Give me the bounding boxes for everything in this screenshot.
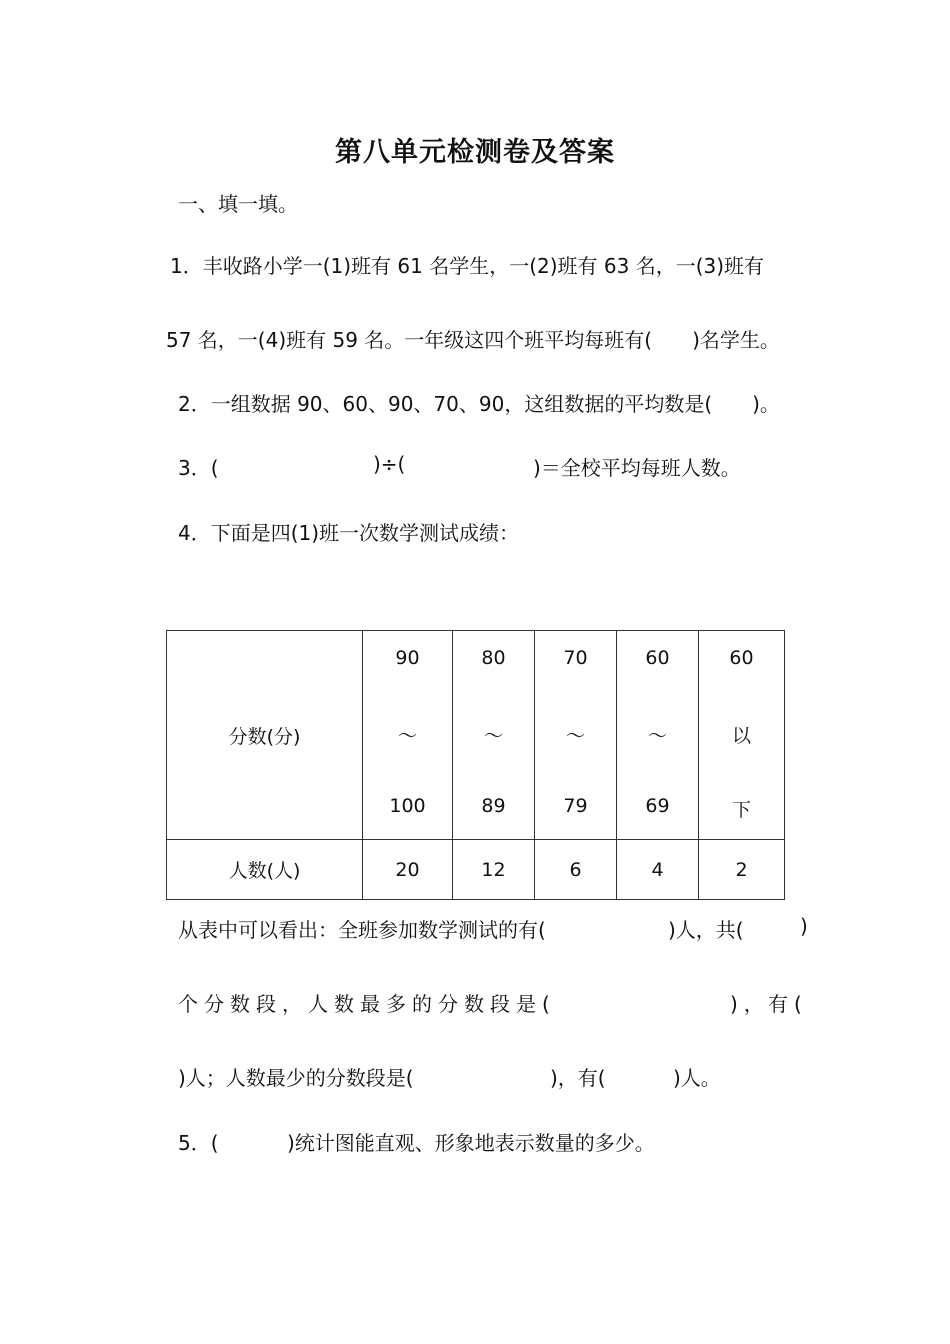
section-heading: 一、填一填。 — [178, 192, 298, 216]
range-mid: ～ — [483, 725, 503, 747]
count-header-label: 人数(人) — [228, 860, 301, 882]
range-top: 60 — [729, 647, 754, 669]
follow-2-a: 个分数段，人数最多的分数段是( — [178, 992, 556, 1016]
follow-3-b: )，有( — [550, 1066, 606, 1090]
range-mid: 以 — [731, 725, 751, 747]
question-3-part-1: 3．( — [178, 456, 219, 480]
range-bottom: 100 — [389, 795, 426, 817]
question-3-part-3: )＝全校平均每班人数。 — [533, 456, 741, 480]
table-row — [167, 840, 785, 900]
count-header-cell — [167, 840, 363, 900]
follow-3-a: )人；人数最少的分数段是( — [178, 1066, 414, 1090]
page-title: 第八单元检测卷及答案 — [335, 137, 615, 168]
count-cell: 12 — [453, 840, 535, 900]
count-cell: 4 — [617, 840, 699, 900]
range-top: 90 — [395, 647, 420, 669]
range-top: 80 — [481, 647, 506, 669]
count-cell: 6 — [535, 840, 617, 900]
range-top: 60 — [645, 647, 670, 669]
question-5-b: )统计图能直观、形象地表示数量的多少。 — [287, 1131, 655, 1155]
table-row — [167, 631, 785, 840]
count-cell: 20 — [363, 840, 453, 900]
range-mid: ～ — [397, 725, 417, 747]
table-cell — [363, 631, 453, 840]
score-table — [166, 630, 785, 900]
question-2: 2．一组数据 90、60、90、70、90，这组数据的平均数是( )。 — [178, 392, 780, 416]
score-header-cell — [167, 631, 363, 840]
count-cell: 2 — [699, 840, 785, 900]
range-bottom: 89 — [481, 795, 506, 817]
range-bottom: 69 — [645, 795, 670, 817]
range-mid: ～ — [565, 725, 585, 747]
question-1-line-1: 1．丰收路小学一(1)班有 61 名学生，一(2)班有 63 名，一(3)班有 — [170, 254, 765, 278]
table-cell — [453, 631, 535, 840]
question-4-intro: 4．下面是四(1)班一次数学测试成绩： — [178, 521, 520, 545]
range-bottom: 79 — [563, 795, 588, 817]
range-bottom: 下 — [731, 799, 751, 821]
table-cell — [699, 631, 785, 840]
range-mid: ～ — [647, 725, 667, 747]
table-cell — [535, 631, 617, 840]
follow-1-c: ) — [800, 914, 808, 938]
question-5-a: 5．( — [178, 1131, 219, 1155]
score-header-label: 分数(分) — [228, 725, 301, 748]
question-1-line-2: 57 名，一(4)班有 59 名。一年级这四个班平均每班有( )名学生。 — [166, 328, 780, 352]
follow-1-b: )人，共( — [668, 918, 744, 942]
follow-3-c: )人。 — [673, 1066, 721, 1090]
range-top: 70 — [563, 647, 588, 669]
follow-2-c: 有( — [768, 992, 808, 1016]
table-cell — [617, 631, 699, 840]
question-3-part-2: )÷( — [373, 452, 406, 476]
follow-2-b: )， — [730, 992, 770, 1016]
follow-1-a: 从表中可以看出：全班参加数学测试的有( — [178, 918, 546, 942]
